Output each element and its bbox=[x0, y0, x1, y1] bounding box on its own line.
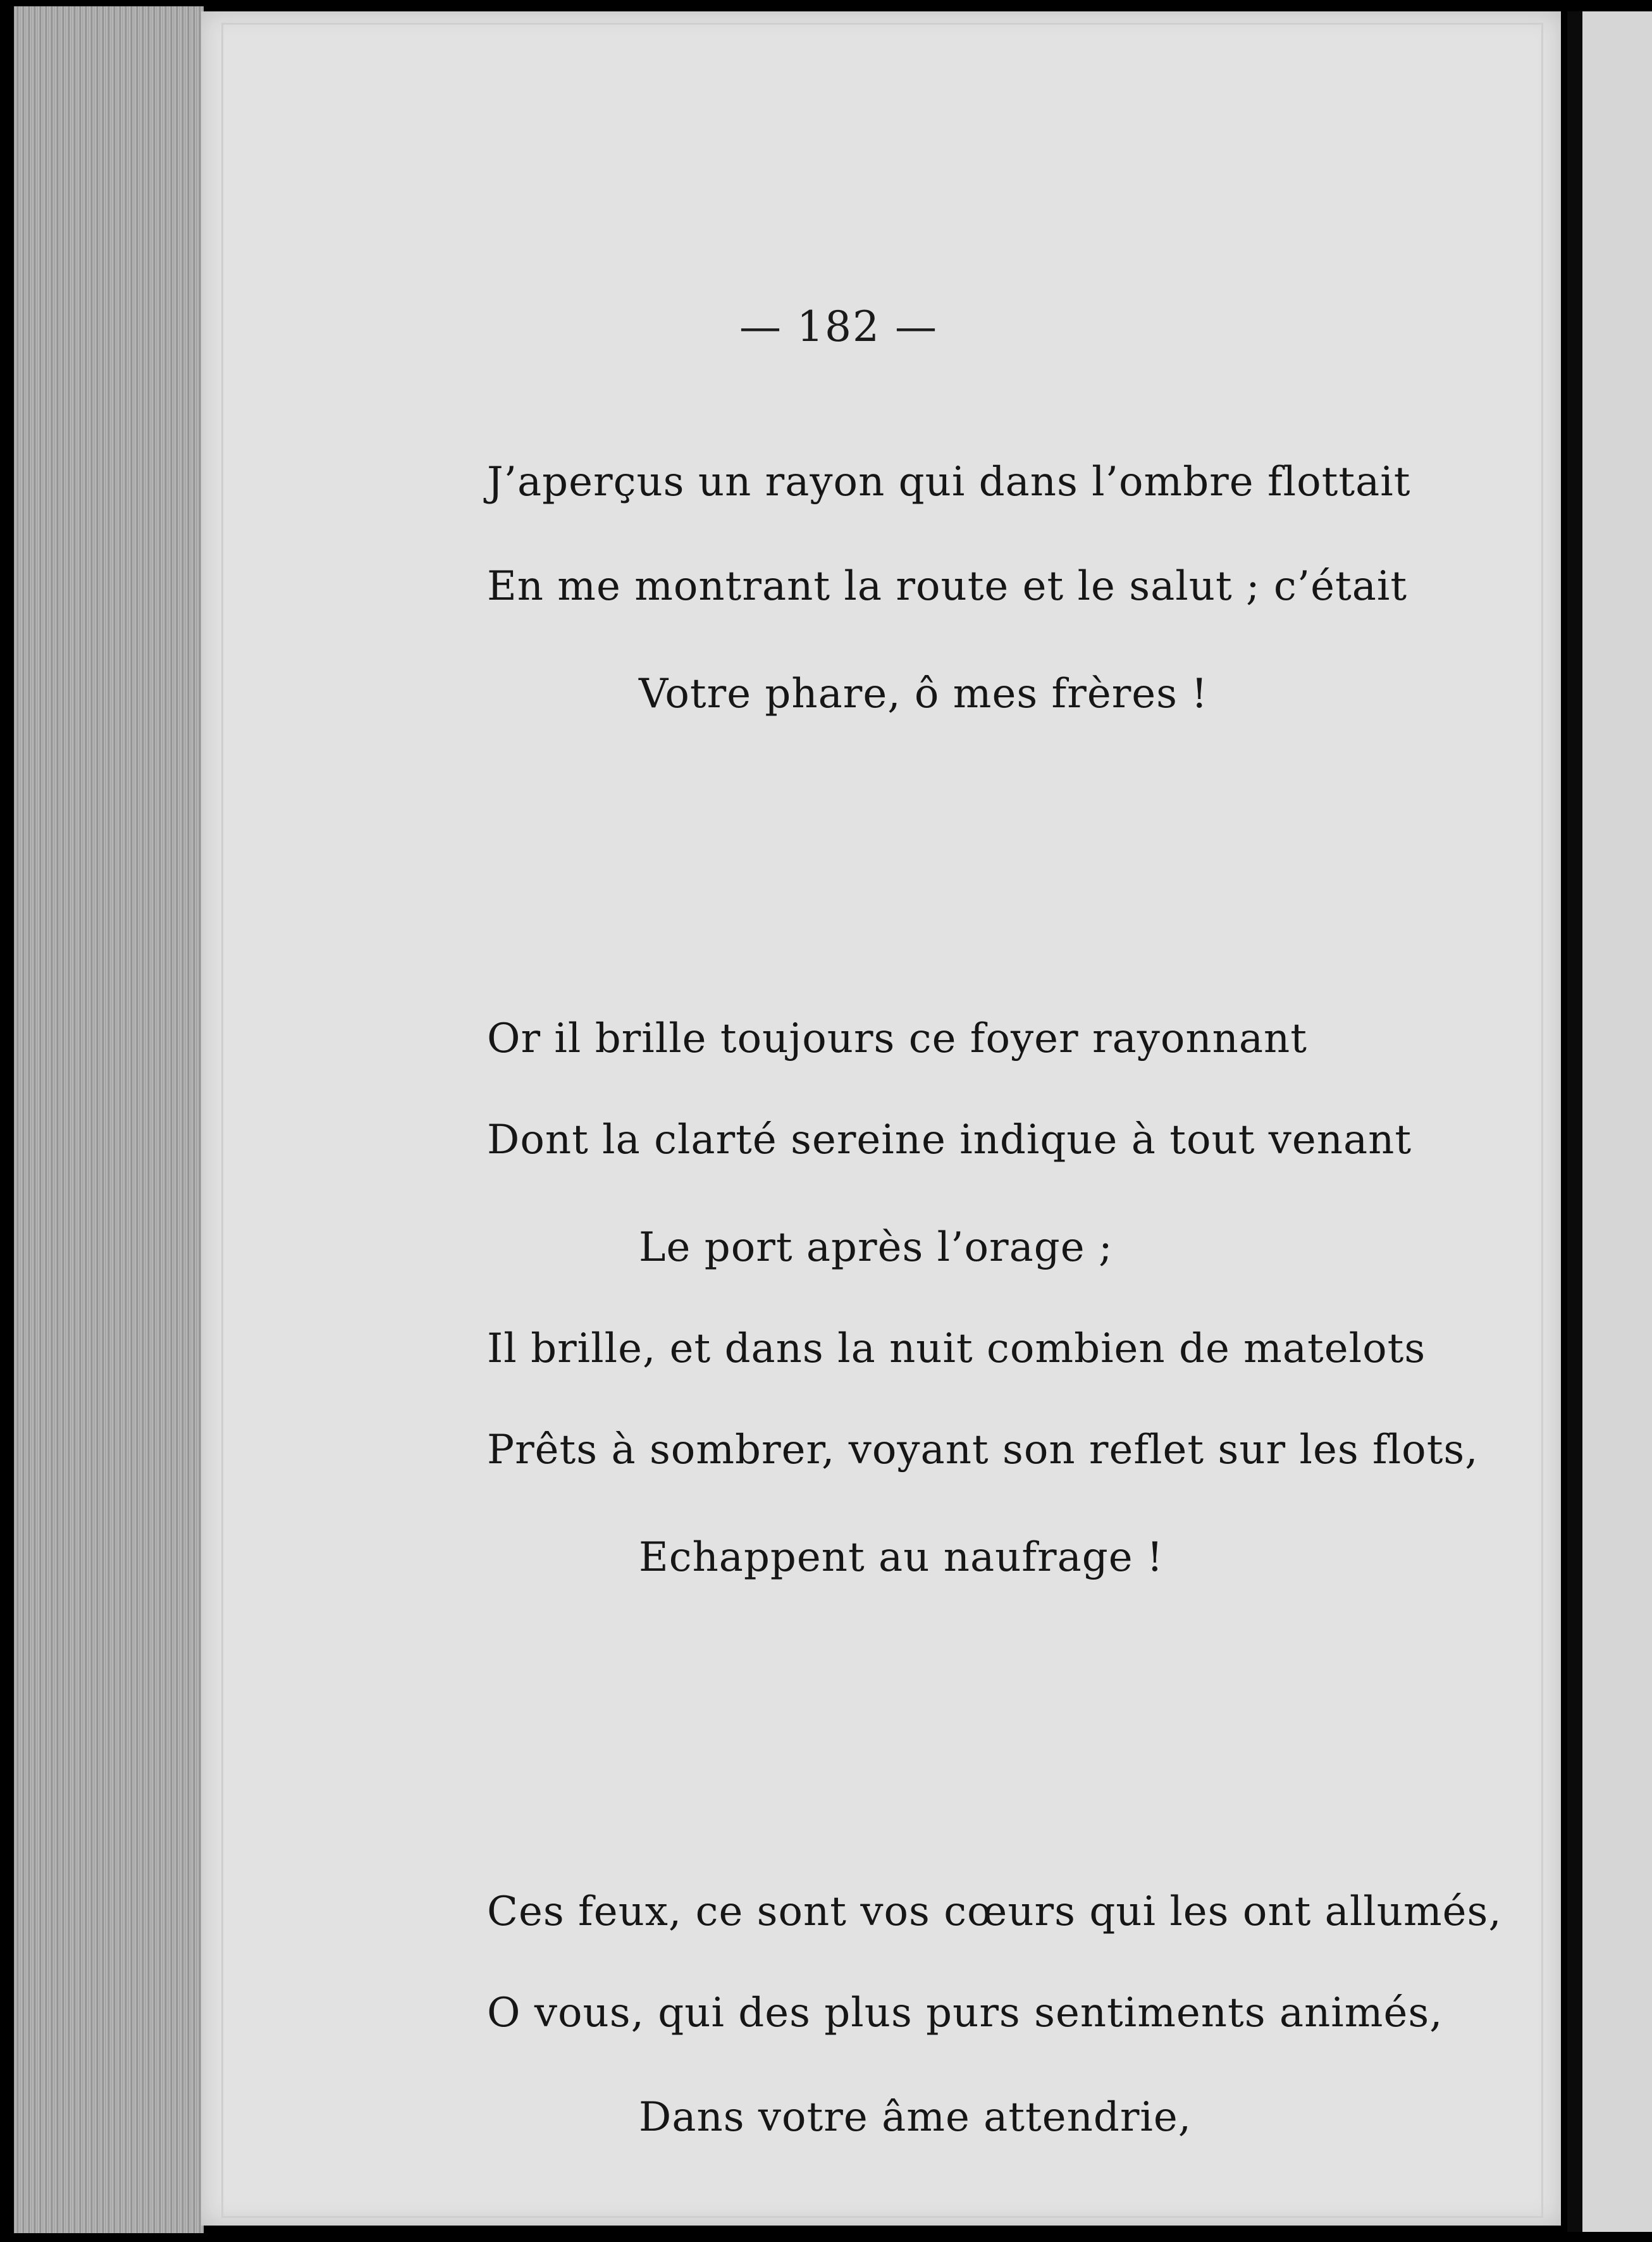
poem-line: Echappent au naufrage ! bbox=[639, 1534, 1164, 1581]
poem-line: En me montrant la route et le salut ; c’était bbox=[487, 563, 1408, 610]
poem-line: O vous, qui des plus purs sentiments animés, bbox=[487, 1990, 1443, 2036]
poem-line: J’aperçus un rayon qui dans l’ombre flottait bbox=[487, 459, 1411, 505]
poem-line: Il brille, et dans la nuit combien de matelots bbox=[487, 1325, 1426, 1372]
page-number: — 182 — bbox=[739, 302, 938, 351]
poem-line: Votre phare, ô mes frères ! bbox=[639, 671, 1209, 717]
poem-line: Dont la clarté sereine indique à tout venant bbox=[487, 1117, 1412, 1163]
poem-line: Prêts à sombrer, voyant son reflet sur les flots, bbox=[487, 1427, 1479, 1473]
poem-line: Or il brille toujours ce foyer rayonnant bbox=[487, 1015, 1307, 1062]
poem-line: Ces feux, ce sont vos cœurs qui les ont allumés, bbox=[487, 1888, 1502, 1935]
poem-line: Dans votre âme attendrie, bbox=[639, 2094, 1192, 2141]
poem-line: Le port après l’orage ; bbox=[639, 1224, 1113, 1271]
